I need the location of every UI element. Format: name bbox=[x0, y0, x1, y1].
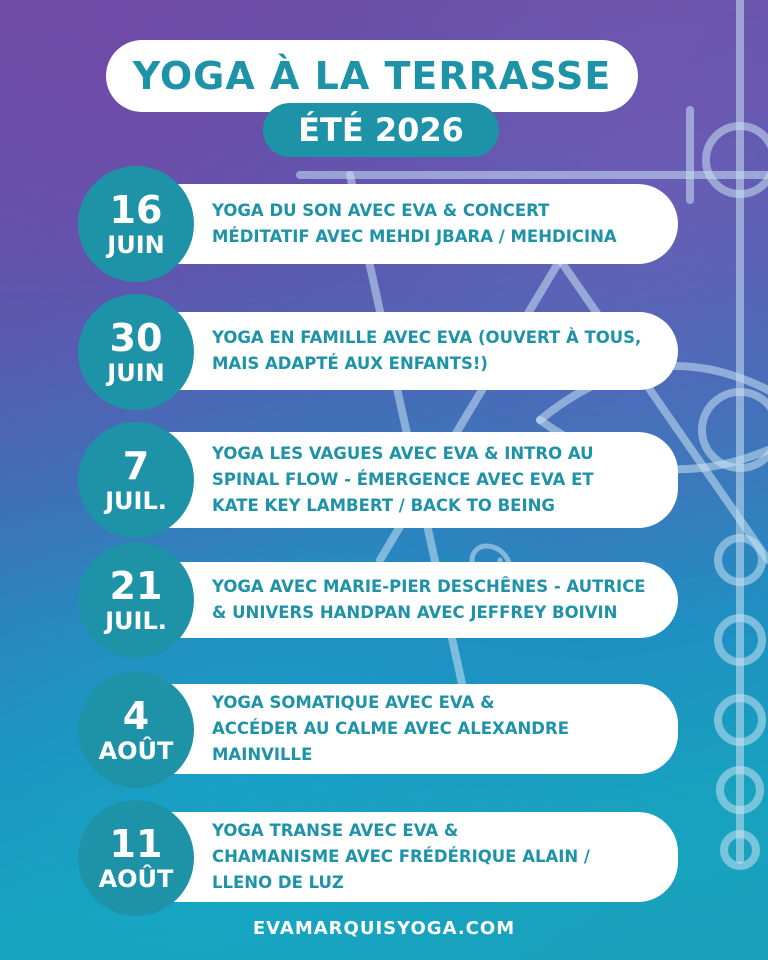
event-description-line: YOGA AVEC MARIE-PIER DESCHÊNES - AUTRICE bbox=[212, 577, 646, 596]
event-description-line: YOGA DU SON AVEC EVA & CONCERT bbox=[212, 201, 550, 220]
event-date-badge bbox=[78, 542, 194, 658]
event-month: JUIL. bbox=[105, 487, 167, 515]
event-description-line: & UNIVERS HANDPAN AVEC JEFFREY BOIVIN bbox=[212, 603, 618, 622]
event-day: 16 bbox=[109, 188, 163, 232]
event-description bbox=[212, 198, 617, 250]
event-date-badge bbox=[78, 800, 194, 916]
event-day: 4 bbox=[122, 694, 150, 738]
subtitle-pill bbox=[263, 103, 499, 157]
event-date-badge bbox=[78, 166, 194, 282]
event-description-bar bbox=[142, 312, 678, 390]
event-description bbox=[212, 325, 641, 377]
event-description-line: YOGA LES VAGUES AVEC EVA & INTRO AU bbox=[212, 444, 594, 463]
website-link[interactable]: EVAMARQUISYOGA.COM bbox=[252, 918, 516, 939]
title-pill bbox=[106, 40, 638, 112]
event-month: JUIL. bbox=[105, 607, 167, 635]
poster-title: YOGA À LA TERRASSE bbox=[132, 54, 612, 98]
event-description-line: KATE KEY LAMBERT / BACK TO BEING bbox=[212, 496, 555, 515]
event-description-bar bbox=[142, 562, 678, 638]
event-date-badge bbox=[78, 672, 194, 788]
event-description-bar bbox=[142, 812, 678, 902]
event-description-line: YOGA EN FAMILLE AVEC EVA (OUVERT À TOUS, bbox=[212, 328, 642, 347]
event-description bbox=[212, 574, 646, 626]
event-description bbox=[212, 690, 569, 768]
event-description-line: ACCÉDER AU CALME AVEC ALEXANDRE bbox=[212, 719, 569, 738]
event-month: JUIN bbox=[107, 359, 165, 387]
event-description bbox=[212, 441, 594, 519]
event-day: 30 bbox=[109, 316, 163, 360]
event-description-line: YOGA TRANSE AVEC EVA & bbox=[212, 821, 459, 840]
event-description-line: MAIS ADAPTÉ AUX ENFANTS!) bbox=[212, 354, 488, 373]
event-description-bar bbox=[142, 184, 678, 264]
event-description-line: MAINVILLE bbox=[212, 745, 313, 764]
event-day: 21 bbox=[109, 564, 163, 608]
event-date-badge bbox=[78, 294, 194, 410]
event-description-bar bbox=[142, 432, 678, 528]
event-month: AOÛT bbox=[98, 737, 174, 765]
event-month: AOÛT bbox=[98, 865, 174, 893]
event-month: JUIN bbox=[107, 231, 165, 259]
event-description-line: YOGA SOMATIQUE AVEC EVA & bbox=[212, 693, 495, 712]
event-description-line: LLENO DE LUZ bbox=[212, 873, 344, 892]
event-description-bar bbox=[142, 684, 678, 774]
event-day: 7 bbox=[122, 444, 150, 488]
event-date-badge bbox=[78, 422, 194, 538]
poster-subtitle: ÉTÉ 2026 bbox=[298, 111, 464, 149]
event-day: 11 bbox=[109, 822, 163, 866]
event-description-line: CHAMANISME AVEC FRÉDÉRIQUE ALAIN / bbox=[212, 847, 590, 866]
event-description-line: SPINAL FLOW - ÉMERGENCE AVEC EVA ET bbox=[212, 470, 594, 489]
event-description-line: MÉDITATIF AVEC MEHDI JBARA / MEHDICINA bbox=[212, 227, 617, 246]
event-description bbox=[212, 818, 590, 896]
